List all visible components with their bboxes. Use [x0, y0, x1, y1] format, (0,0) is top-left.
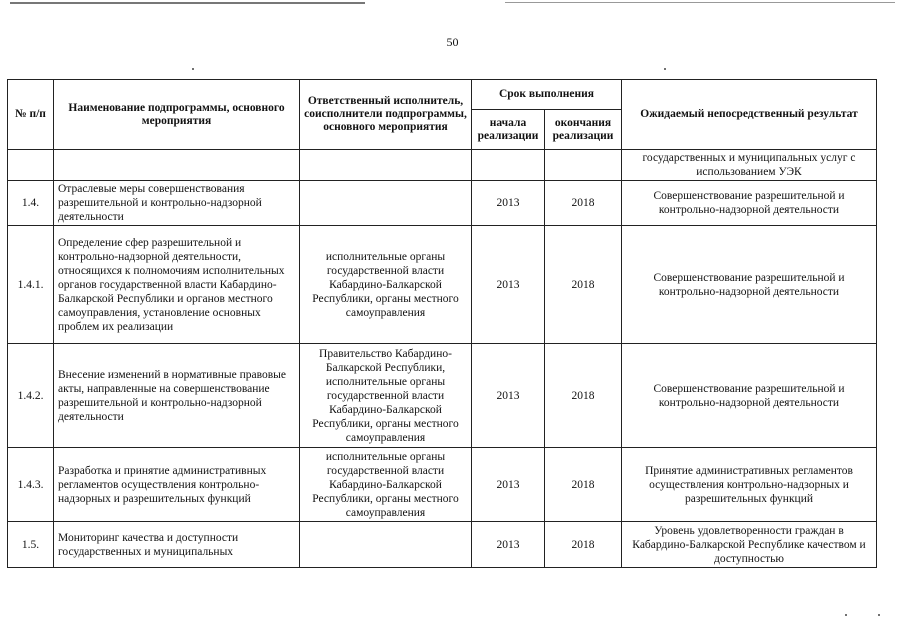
header-start: начала реализации: [472, 110, 545, 150]
scan-speck: [192, 68, 194, 70]
cell-end: [545, 150, 622, 181]
cell-start: 2013: [472, 181, 545, 226]
cell-start: [472, 150, 545, 181]
cell-start: 2013: [472, 344, 545, 448]
scan-artifact-line: [10, 2, 365, 4]
cell-end: 2018: [545, 226, 622, 344]
cell-result: государственных и муниципальных услуг с использованием УЭК: [622, 150, 877, 181]
cell-name: Определение сфер разрешительной и контрольно-надзорной деятельности, относящихся к полномочиям исполнительных органов государственной власти Кабардино-Балкарской Республики и органов местного самоуправления, установление основных проблем их реализации: [54, 226, 300, 344]
cell-result: Совершенствование разрешительной и контрольно-надзорной деятельности: [622, 181, 877, 226]
cell-num: 1.4.2.: [8, 344, 54, 448]
cell-executor: [300, 522, 472, 568]
cell-num: 1.4.1.: [8, 226, 54, 344]
table-row: [8, 448, 877, 522]
cell-name: [54, 150, 300, 181]
cell-num: 1.5.: [8, 522, 54, 568]
header-term: Срок выполнения: [472, 80, 622, 110]
header-result: Ожидаемый непосредственный результат: [622, 80, 877, 150]
cell-executor: исполнительные органы государственной власти Кабардино-Балкарской Республики, органы местного самоуправления: [300, 226, 472, 344]
cell-executor: [300, 150, 472, 181]
cell-end: 2018: [545, 522, 622, 568]
cell-end: 2018: [545, 344, 622, 448]
cell-name: Внесение изменений в нормативные правовые акты, направленные на совершенствование разрешительной и контрольно-надзорной деятельности: [54, 344, 300, 448]
scan-speck: [878, 614, 880, 616]
header-executor: Ответственный исполнитель, соисполнители подпрограммы, основного мероприятия: [300, 80, 472, 150]
scan-artifact-line: [505, 2, 895, 3]
table-row: [8, 181, 877, 226]
cell-executor: Правительство Кабардино-Балкарской Республики, исполнительные органы государственной власти Кабардино-Балкарской Республики, органы местного самоуправления: [300, 344, 472, 448]
cell-start: 2013: [472, 522, 545, 568]
cell-name: Мониторинг качества и доступности государственных и муниципальных: [54, 522, 300, 568]
cell-end: 2018: [545, 448, 622, 522]
cell-num: 1.4.: [8, 181, 54, 226]
header-end: окончания реализации: [545, 110, 622, 150]
cell-name: Отраслевые меры совершенствования разрешительной и контрольно-надзорной деятельности: [54, 181, 300, 226]
cell-num: 1.4.3.: [8, 448, 54, 522]
cell-start: 2013: [472, 448, 545, 522]
table-row: [8, 150, 877, 181]
page-number: 50: [446, 35, 459, 49]
cell-num: [8, 150, 54, 181]
cell-name: Разработка и принятие административных регламентов осуществления контрольно-надзорных и разрешительных функций: [54, 448, 300, 522]
cell-executor: исполнительные органы государственной власти Кабардино-Балкарской Республики, органы местного самоуправления: [300, 448, 472, 522]
header-name: Наименование подпрограммы, основного мероприятия: [54, 80, 300, 150]
table-row: [8, 226, 877, 344]
cell-executor: [300, 181, 472, 226]
program-table: [7, 79, 877, 568]
scan-speck: [845, 614, 847, 616]
header-num: № п/п: [8, 80, 54, 150]
table-row: [8, 522, 877, 568]
cell-result: Принятие административных регламентов осуществления контрольно-надзорных и разрешительных функций: [622, 448, 877, 522]
cell-result: Совершенствование разрешительной и контрольно-надзорной деятельности: [622, 226, 877, 344]
cell-end: 2018: [545, 181, 622, 226]
cell-result: Совершенствование разрешительной и контрольно-надзорной деятельности: [622, 344, 877, 448]
cell-start: 2013: [472, 226, 545, 344]
table-row: [8, 344, 877, 448]
scan-speck: [664, 68, 666, 70]
cell-result: Уровень удовлетворенности граждан в Кабардино-Балкарской Республике качеством и доступностью: [622, 522, 877, 568]
